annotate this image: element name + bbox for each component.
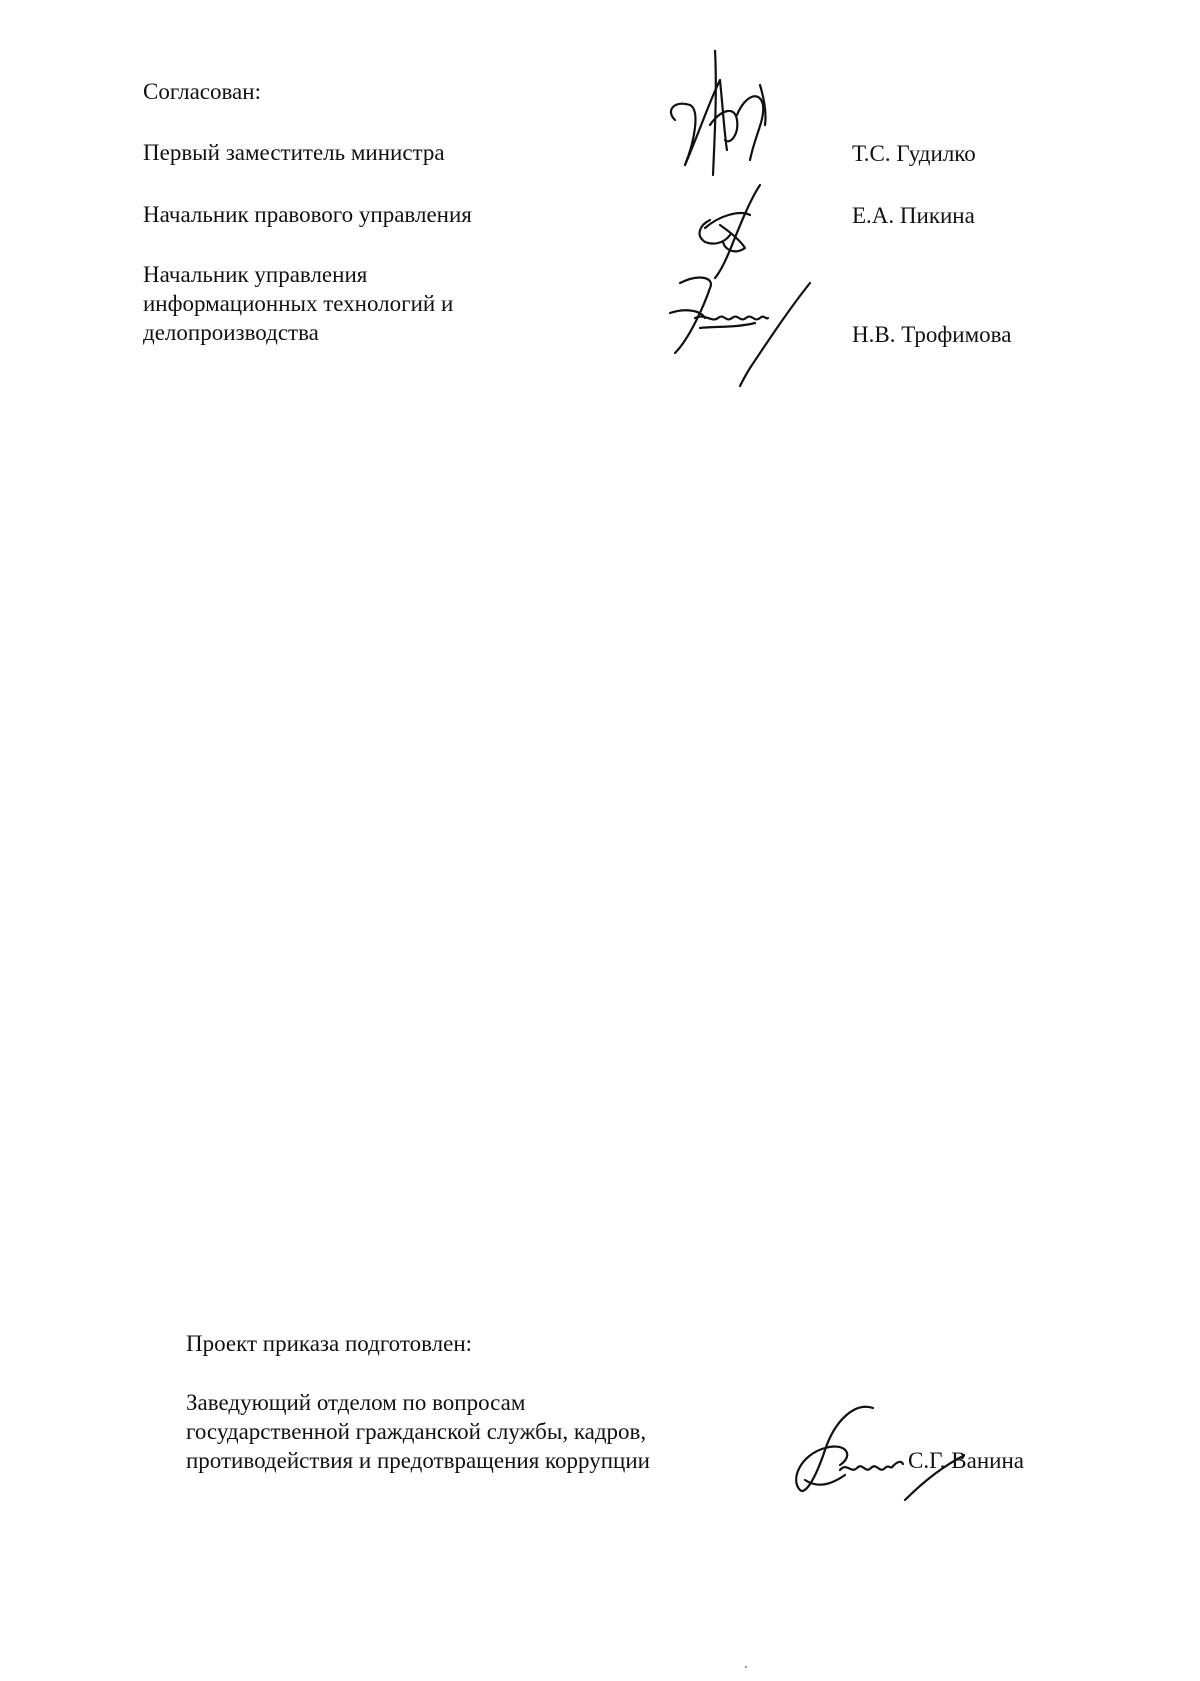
prepared-name: С.Г. Ванина [908,1448,1024,1473]
prepared-position-line-3: противодействия и предотвращения коррупции [186,1448,650,1473]
prepared-position-line-1: Заведующий отделом по вопросам [186,1390,526,1415]
approval-heading: Согласован: [143,79,261,104]
signer-2-name: Е.А. Пикина [852,203,975,228]
signer-1-name: Т.С. Гудилко [852,141,976,166]
signature-pikina [675,180,785,280]
signer-3-position-line-1: Начальник управления [143,262,368,287]
prepared-heading: Проект приказа подготовлен: [186,1331,473,1356]
signer-3-position-line-3: делопроизводства [143,320,319,345]
prepared-position-line-2: государственной гражданской службы, кадров, [186,1419,647,1444]
signer-2-position: Начальник правового управления [143,202,472,227]
signature-gudilko [665,50,775,180]
signer-1-position: Первый заместитель министра [143,140,445,165]
signer-3-position-line-2: информационных технологий и [143,291,454,316]
signer-3-name: Н.В. Трофимова [852,322,1012,347]
scan-speck [745,1666,747,1668]
signature-trofimova [660,268,820,388]
